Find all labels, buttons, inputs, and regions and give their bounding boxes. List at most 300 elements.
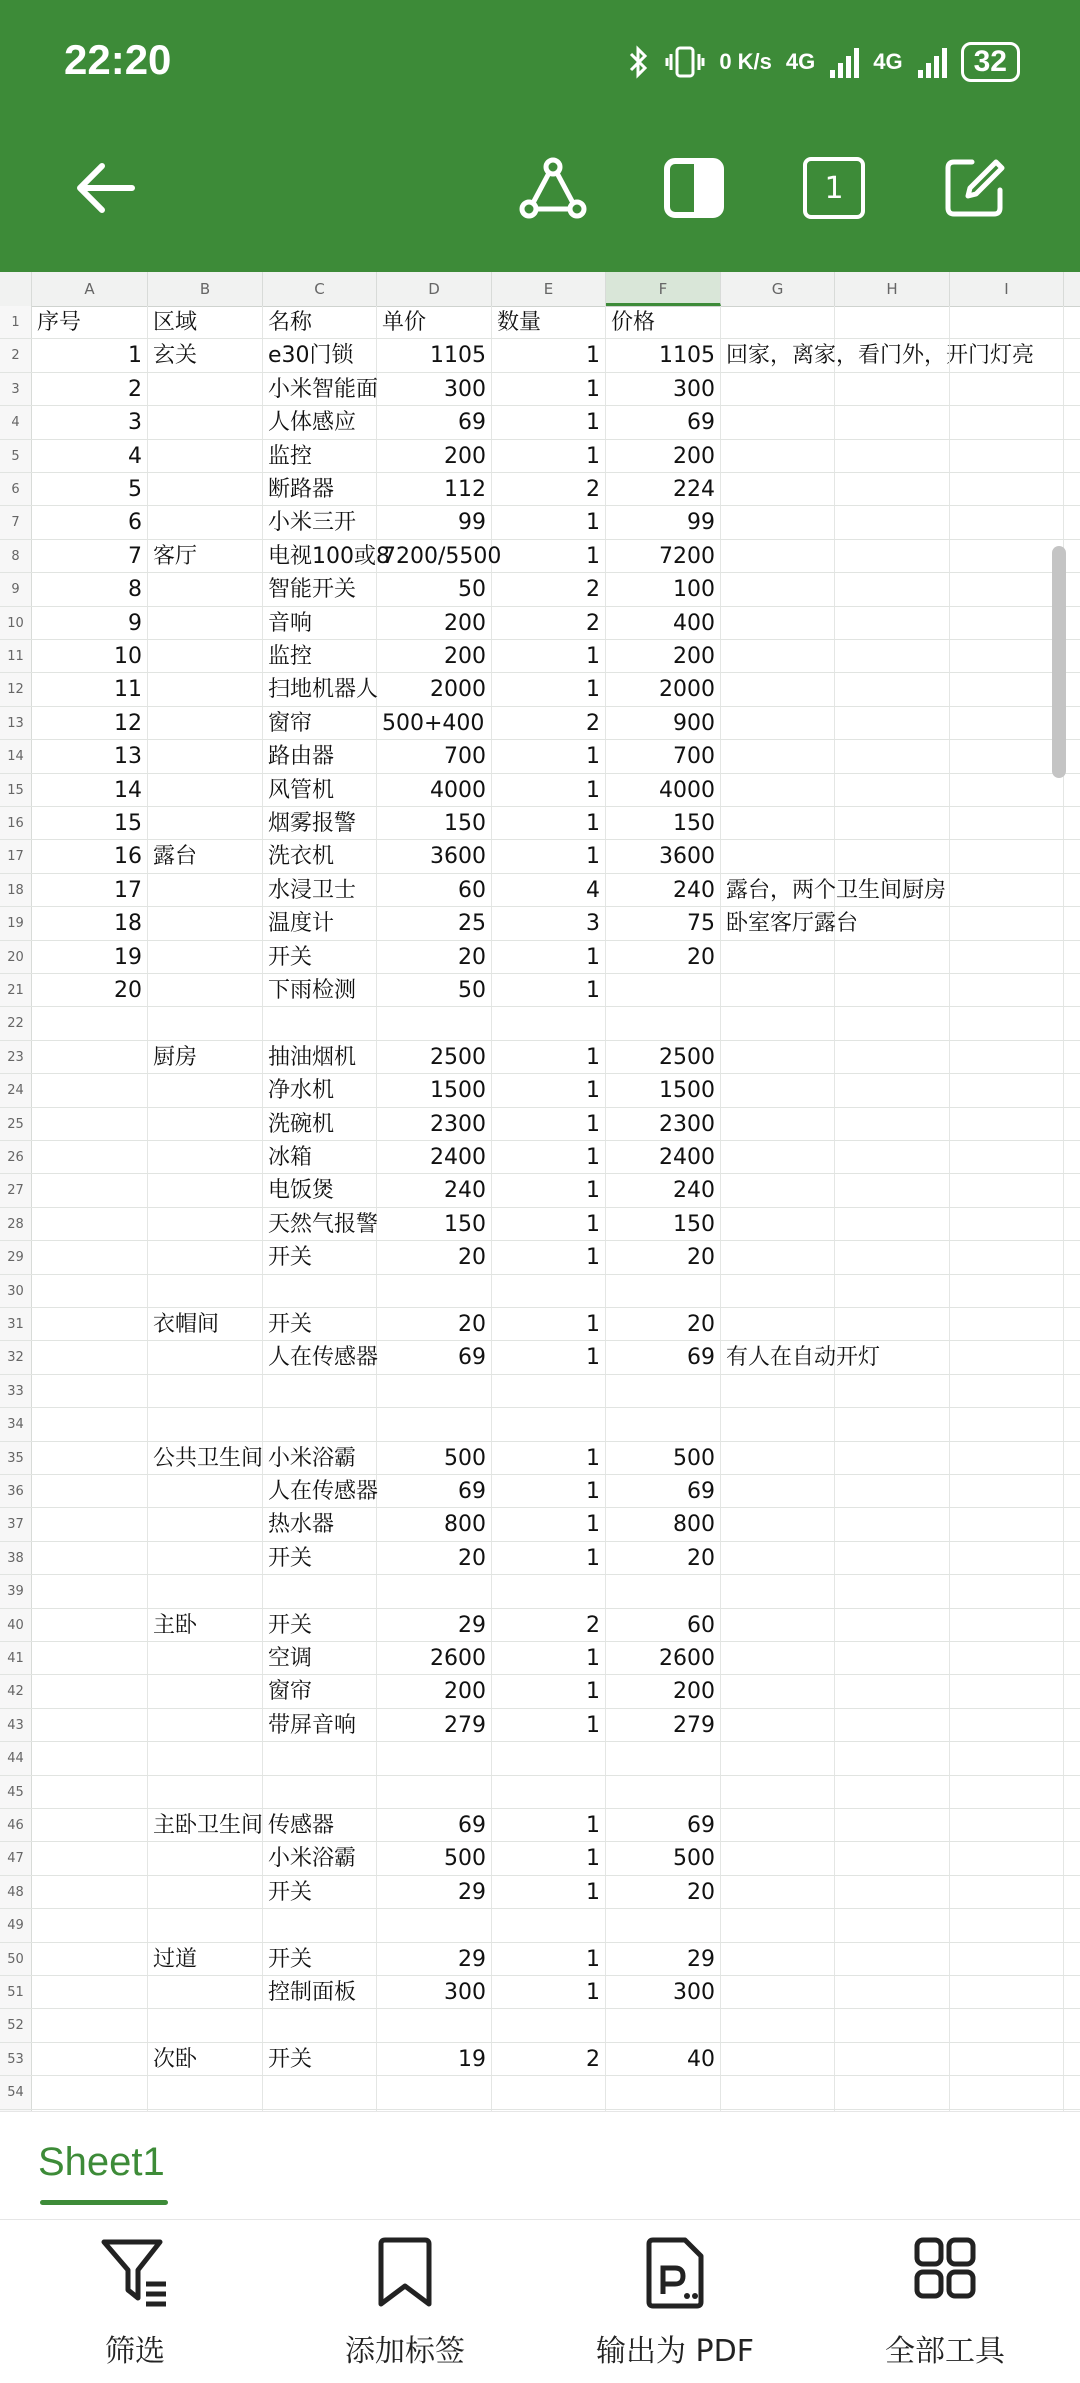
cell-i35[interactable] <box>950 1442 1064 1474</box>
cell-e31[interactable]: 1 <box>492 1308 606 1340</box>
cell-i20[interactable] <box>950 941 1064 973</box>
cell-f18[interactable]: 240 <box>606 874 721 906</box>
cell-c42[interactable]: 窗帘 <box>263 1675 377 1707</box>
cell-c26[interactable]: 冰箱 <box>263 1141 377 1173</box>
cell-f28[interactable]: 150 <box>606 1208 721 1240</box>
cell-h18[interactable] <box>835 874 950 906</box>
cell-f9[interactable]: 100 <box>606 573 721 605</box>
cell-h7[interactable] <box>835 506 950 538</box>
cell-h16[interactable] <box>835 807 950 839</box>
cell-g18[interactable]: 露台，两个卫生间厨房 <box>721 874 835 906</box>
cell-g1[interactable] <box>721 306 835 338</box>
cell-f44[interactable] <box>606 1742 721 1774</box>
cell-f27[interactable]: 240 <box>606 1174 721 1206</box>
row-number[interactable]: 2 <box>0 339 32 371</box>
cell-c46[interactable]: 传感器 <box>263 1809 377 1841</box>
cell-e38[interactable]: 1 <box>492 1542 606 1574</box>
cell-e52[interactable] <box>492 2009 606 2041</box>
cell-b8[interactable]: 客厅 <box>148 540 263 572</box>
cell-i6[interactable] <box>950 473 1064 505</box>
cell-e7[interactable]: 1 <box>492 506 606 538</box>
export-pdf-button[interactable] <box>540 2220 810 2383</box>
cell-a11[interactable]: 10 <box>32 640 148 672</box>
cell-e35[interactable]: 1 <box>492 1442 606 1474</box>
cell-e44[interactable] <box>492 1742 606 1774</box>
cell-d45[interactable] <box>377 1776 492 1808</box>
cell-f54[interactable] <box>606 2076 721 2108</box>
cell-i18[interactable] <box>950 874 1064 906</box>
cell-a6[interactable]: 5 <box>32 473 148 505</box>
cell-i33[interactable] <box>950 1375 1064 1407</box>
cell-e12[interactable]: 1 <box>492 673 606 705</box>
cell-c7[interactable]: 小米三开 <box>263 506 377 538</box>
cell-d19[interactable]: 25 <box>377 907 492 939</box>
cell-c54[interactable] <box>263 2076 377 2108</box>
cell-b19[interactable] <box>148 907 263 939</box>
cell-g15[interactable] <box>721 774 835 806</box>
cell-g21[interactable] <box>721 974 835 1006</box>
cell-h1[interactable] <box>835 306 950 338</box>
cell-d28[interactable]: 150 <box>377 1208 492 1240</box>
cell-f51[interactable]: 300 <box>606 1976 721 2008</box>
row-number[interactable]: 38 <box>0 1542 32 1574</box>
cell-f15[interactable]: 4000 <box>606 774 721 806</box>
cell-g12[interactable] <box>721 673 835 705</box>
cell-a30[interactable] <box>32 1275 148 1307</box>
cell-d52[interactable] <box>377 2009 492 2041</box>
cell-a53[interactable] <box>32 2043 148 2075</box>
cell-g43[interactable] <box>721 1709 835 1741</box>
cell-f31[interactable]: 20 <box>606 1308 721 1340</box>
cell-i2[interactable] <box>950 339 1064 371</box>
cell-h3[interactable] <box>835 373 950 405</box>
cell-i37[interactable] <box>950 1508 1064 1540</box>
cell-e15[interactable]: 1 <box>492 774 606 806</box>
cell-e40[interactable]: 2 <box>492 1609 606 1641</box>
cell-e39[interactable] <box>492 1575 606 1607</box>
cell-e54[interactable] <box>492 2076 606 2108</box>
column-header-i[interactable]: I <box>950 272 1064 306</box>
cell-c12[interactable]: 扫地机器人 <box>263 673 377 705</box>
cell-b32[interactable] <box>148 1341 263 1373</box>
cell-b41[interactable] <box>148 1642 263 1674</box>
cell-c52[interactable] <box>263 2009 377 2041</box>
row-number[interactable]: 49 <box>0 1909 32 1941</box>
cell-c48[interactable]: 开关 <box>263 1876 377 1908</box>
row-number[interactable]: 42 <box>0 1675 32 1707</box>
cell-h30[interactable] <box>835 1275 950 1307</box>
cell-d54[interactable] <box>377 2076 492 2108</box>
cell-c19[interactable]: 温度计 <box>263 907 377 939</box>
share-button[interactable] <box>512 148 592 228</box>
cell-e14[interactable]: 1 <box>492 740 606 772</box>
cell-f24[interactable]: 1500 <box>606 1074 721 1106</box>
cell-c43[interactable]: 带屏音响 <box>263 1709 377 1741</box>
cell-h14[interactable] <box>835 740 950 772</box>
layout-toggle-button[interactable] <box>654 148 734 228</box>
cell-e11[interactable]: 1 <box>492 640 606 672</box>
cell-f5[interactable]: 200 <box>606 440 721 472</box>
cell-d27[interactable]: 240 <box>377 1174 492 1206</box>
cell-i53[interactable] <box>950 2043 1064 2075</box>
cell-e22[interactable] <box>492 1007 606 1039</box>
cell-f48[interactable]: 20 <box>606 1876 721 1908</box>
cell-b18[interactable] <box>148 874 263 906</box>
cell-h32[interactable] <box>835 1341 950 1373</box>
cell-e17[interactable]: 1 <box>492 840 606 872</box>
vertical-scrollbar[interactable] <box>1052 546 1066 778</box>
cell-e13[interactable]: 2 <box>492 707 606 739</box>
row-number[interactable]: 41 <box>0 1642 32 1674</box>
cell-h51[interactable] <box>835 1976 950 2008</box>
cell-f6[interactable]: 224 <box>606 473 721 505</box>
cell-f22[interactable] <box>606 1007 721 1039</box>
cell-b43[interactable] <box>148 1709 263 1741</box>
cell-b38[interactable] <box>148 1542 263 1574</box>
cell-b53[interactable]: 次卧 <box>148 2043 263 2075</box>
cell-b54[interactable] <box>148 2076 263 2108</box>
cell-b36[interactable] <box>148 1475 263 1507</box>
cell-f52[interactable] <box>606 2009 721 2041</box>
cell-i48[interactable] <box>950 1876 1064 1908</box>
cell-c31[interactable]: 开关 <box>263 1308 377 1340</box>
row-number[interactable]: 37 <box>0 1508 32 1540</box>
cell-a19[interactable]: 18 <box>32 907 148 939</box>
cell-h33[interactable] <box>835 1375 950 1407</box>
cell-f7[interactable]: 99 <box>606 506 721 538</box>
cell-b20[interactable] <box>148 941 263 973</box>
page-count-button[interactable] <box>794 148 874 228</box>
cell-a31[interactable] <box>32 1308 148 1340</box>
cell-f47[interactable]: 500 <box>606 1842 721 1874</box>
cell-h13[interactable] <box>835 707 950 739</box>
cell-g7[interactable] <box>721 506 835 538</box>
cell-h50[interactable] <box>835 1943 950 1975</box>
cell-i9[interactable] <box>950 573 1064 605</box>
cell-f39[interactable] <box>606 1575 721 1607</box>
cell-g51[interactable] <box>721 1976 835 2008</box>
cell-d48[interactable]: 29 <box>377 1876 492 1908</box>
cell-d4[interactable]: 69 <box>377 406 492 438</box>
cell-c18[interactable]: 水浸卫士 <box>263 874 377 906</box>
cell-i24[interactable] <box>950 1074 1064 1106</box>
cell-e36[interactable]: 1 <box>492 1475 606 1507</box>
cell-c23[interactable]: 抽油烟机 <box>263 1041 377 1073</box>
cell-g32[interactable]: 有人在自动开灯 <box>721 1341 835 1373</box>
cell-f10[interactable]: 400 <box>606 607 721 639</box>
cell-d23[interactable]: 2500 <box>377 1041 492 1073</box>
cell-d53[interactable]: 19 <box>377 2043 492 2075</box>
cell-e9[interactable]: 2 <box>492 573 606 605</box>
cell-d7[interactable]: 99 <box>377 506 492 538</box>
cell-a40[interactable] <box>32 1609 148 1641</box>
cell-e34[interactable] <box>492 1408 606 1440</box>
cell-i3[interactable] <box>950 373 1064 405</box>
cell-h37[interactable] <box>835 1508 950 1540</box>
cell-i29[interactable] <box>950 1241 1064 1273</box>
cell-c44[interactable] <box>263 1742 377 1774</box>
cell-i31[interactable] <box>950 1308 1064 1340</box>
cell-f23[interactable]: 2500 <box>606 1041 721 1073</box>
cell-g25[interactable] <box>721 1108 835 1140</box>
cell-e3[interactable]: 1 <box>492 373 606 405</box>
cell-a10[interactable]: 9 <box>32 607 148 639</box>
cell-h35[interactable] <box>835 1442 950 1474</box>
cell-g3[interactable] <box>721 373 835 405</box>
cell-i38[interactable] <box>950 1542 1064 1574</box>
cell-f38[interactable]: 20 <box>606 1542 721 1574</box>
row-number[interactable]: 10 <box>0 607 32 639</box>
cell-i40[interactable] <box>950 1609 1064 1641</box>
row-number[interactable]: 13 <box>0 707 32 739</box>
cell-a21[interactable]: 20 <box>32 974 148 1006</box>
cell-i42[interactable] <box>950 1675 1064 1707</box>
cell-b3[interactable] <box>148 373 263 405</box>
cell-a15[interactable]: 14 <box>32 774 148 806</box>
cell-e5[interactable]: 1 <box>492 440 606 472</box>
cell-e26[interactable]: 1 <box>492 1141 606 1173</box>
cell-g40[interactable] <box>721 1609 835 1641</box>
cell-i46[interactable] <box>950 1809 1064 1841</box>
cell-h25[interactable] <box>835 1108 950 1140</box>
row-number[interactable]: 15 <box>0 774 32 806</box>
cell-b37[interactable] <box>148 1508 263 1540</box>
row-number[interactable]: 52 <box>0 2009 32 2041</box>
row-number[interactable]: 53 <box>0 2043 32 2075</box>
cell-g19[interactable]: 卧室客厅露台 <box>721 907 835 939</box>
cell-g30[interactable] <box>721 1275 835 1307</box>
row-number[interactable]: 31 <box>0 1308 32 1340</box>
cell-i52[interactable] <box>950 2009 1064 2041</box>
cell-h22[interactable] <box>835 1007 950 1039</box>
cell-b46[interactable]: 主卧卫生间 <box>148 1809 263 1841</box>
cell-c16[interactable]: 烟雾报警 <box>263 807 377 839</box>
cell-g22[interactable] <box>721 1007 835 1039</box>
row-number[interactable]: 18 <box>0 874 32 906</box>
cell-c3[interactable]: 小米智能面 <box>263 373 377 405</box>
cell-a33[interactable] <box>32 1375 148 1407</box>
cell-h28[interactable] <box>835 1208 950 1240</box>
cell-g50[interactable] <box>721 1943 835 1975</box>
cell-h53[interactable] <box>835 2043 950 2075</box>
cell-e41[interactable]: 1 <box>492 1642 606 1674</box>
cell-a36[interactable] <box>32 1475 148 1507</box>
cell-a37[interactable] <box>32 1508 148 1540</box>
cell-d21[interactable]: 50 <box>377 974 492 1006</box>
cell-e46[interactable]: 1 <box>492 1809 606 1841</box>
cell-f19[interactable]: 75 <box>606 907 721 939</box>
cell-g4[interactable] <box>721 406 835 438</box>
cell-f37[interactable]: 800 <box>606 1508 721 1540</box>
cell-b24[interactable] <box>148 1074 263 1106</box>
cell-g41[interactable] <box>721 1642 835 1674</box>
row-number[interactable]: 7 <box>0 506 32 538</box>
cell-c53[interactable]: 开关 <box>263 2043 377 2075</box>
cell-f33[interactable] <box>606 1375 721 1407</box>
cell-c49[interactable] <box>263 1909 377 1941</box>
cell-f53[interactable]: 40 <box>606 2043 721 2075</box>
cell-g42[interactable] <box>721 1675 835 1707</box>
row-number[interactable]: 45 <box>0 1776 32 1808</box>
cell-c6[interactable]: 断路器 <box>263 473 377 505</box>
cell-e27[interactable]: 1 <box>492 1174 606 1206</box>
cell-d31[interactable]: 20 <box>377 1308 492 1340</box>
cell-a52[interactable] <box>32 2009 148 2041</box>
cell-g47[interactable] <box>721 1842 835 1874</box>
cell-g23[interactable] <box>721 1041 835 1073</box>
cell-b9[interactable] <box>148 573 263 605</box>
cell-f45[interactable] <box>606 1776 721 1808</box>
add-bookmark-button[interactable] <box>270 2220 540 2383</box>
cell-d36[interactable]: 69 <box>377 1475 492 1507</box>
cell-d14[interactable]: 700 <box>377 740 492 772</box>
spreadsheet-grid[interactable] <box>0 272 1080 2111</box>
cell-a16[interactable]: 15 <box>32 807 148 839</box>
cell-b44[interactable] <box>148 1742 263 1774</box>
all-tools-button[interactable] <box>810 2220 1080 2383</box>
cell-d18[interactable]: 60 <box>377 874 492 906</box>
cell-b6[interactable] <box>148 473 263 505</box>
row-number[interactable]: 24 <box>0 1074 32 1106</box>
cell-h9[interactable] <box>835 573 950 605</box>
cell-a48[interactable] <box>32 1876 148 1908</box>
cell-i47[interactable] <box>950 1842 1064 1874</box>
cell-a26[interactable] <box>32 1141 148 1173</box>
row-number[interactable]: 48 <box>0 1876 32 1908</box>
cell-g31[interactable] <box>721 1308 835 1340</box>
cell-g20[interactable] <box>721 941 835 973</box>
cell-d17[interactable]: 3600 <box>377 840 492 872</box>
cell-b5[interactable] <box>148 440 263 472</box>
cell-h34[interactable] <box>835 1408 950 1440</box>
cell-i25[interactable] <box>950 1108 1064 1140</box>
cell-g34[interactable] <box>721 1408 835 1440</box>
cell-h21[interactable] <box>835 974 950 1006</box>
cell-i22[interactable] <box>950 1007 1064 1039</box>
cell-a14[interactable]: 13 <box>32 740 148 772</box>
cell-g5[interactable] <box>721 440 835 472</box>
cell-c4[interactable]: 人体感应 <box>263 406 377 438</box>
cell-f42[interactable]: 200 <box>606 1675 721 1707</box>
cell-h49[interactable] <box>835 1909 950 1941</box>
cell-a35[interactable] <box>32 1442 148 1474</box>
cell-a24[interactable] <box>32 1074 148 1106</box>
cell-f8[interactable]: 7200 <box>606 540 721 572</box>
cell-c8[interactable]: 电视100或8 <box>263 540 377 572</box>
cell-a13[interactable]: 12 <box>32 707 148 739</box>
cell-f17[interactable]: 3600 <box>606 840 721 872</box>
cell-f3[interactable]: 300 <box>606 373 721 405</box>
cell-b1[interactable]: 区域 <box>148 306 263 338</box>
row-number[interactable]: 9 <box>0 573 32 605</box>
row-number[interactable]: 8 <box>0 540 32 572</box>
row-number[interactable]: 43 <box>0 1709 32 1741</box>
cell-e8[interactable]: 1 <box>492 540 606 572</box>
cell-c13[interactable]: 窗帘 <box>263 707 377 739</box>
cell-b48[interactable] <box>148 1876 263 1908</box>
cell-g9[interactable] <box>721 573 835 605</box>
cell-b11[interactable] <box>148 640 263 672</box>
cell-h40[interactable] <box>835 1609 950 1641</box>
cell-f50[interactable]: 29 <box>606 1943 721 1975</box>
row-number[interactable]: 21 <box>0 974 32 1006</box>
cell-f16[interactable]: 150 <box>606 807 721 839</box>
column-header-g[interactable]: G <box>721 272 835 306</box>
cell-b31[interactable]: 衣帽间 <box>148 1308 263 1340</box>
cell-d37[interactable]: 800 <box>377 1508 492 1540</box>
cell-d8[interactable]: 7200/5500 <box>377 540 492 572</box>
cell-g10[interactable] <box>721 607 835 639</box>
cell-a5[interactable]: 4 <box>32 440 148 472</box>
cell-f34[interactable] <box>606 1408 721 1440</box>
cell-b51[interactable] <box>148 1976 263 2008</box>
cell-g38[interactable] <box>721 1542 835 1574</box>
cell-h15[interactable] <box>835 774 950 806</box>
cell-a34[interactable] <box>32 1408 148 1440</box>
cell-g39[interactable] <box>721 1575 835 1607</box>
cell-e47[interactable]: 1 <box>492 1842 606 1874</box>
row-number[interactable]: 6 <box>0 473 32 505</box>
cell-g29[interactable] <box>721 1241 835 1273</box>
cell-e1[interactable]: 数量 <box>492 306 606 338</box>
cell-a49[interactable] <box>32 1909 148 1941</box>
cell-c15[interactable]: 风管机 <box>263 774 377 806</box>
cell-a18[interactable]: 17 <box>32 874 148 906</box>
row-number[interactable]: 44 <box>0 1742 32 1774</box>
cell-a22[interactable] <box>32 1007 148 1039</box>
cell-g24[interactable] <box>721 1074 835 1106</box>
cell-i28[interactable] <box>950 1208 1064 1240</box>
cell-i8[interactable] <box>950 540 1064 572</box>
cell-c1[interactable]: 名称 <box>263 306 377 338</box>
cell-f1[interactable]: 价格 <box>606 306 721 338</box>
cell-b15[interactable] <box>148 774 263 806</box>
cell-c40[interactable]: 开关 <box>263 1609 377 1641</box>
cell-e21[interactable]: 1 <box>492 974 606 1006</box>
cell-h20[interactable] <box>835 941 950 973</box>
cell-a20[interactable]: 19 <box>32 941 148 973</box>
cell-c9[interactable]: 智能开关 <box>263 573 377 605</box>
cell-b10[interactable] <box>148 607 263 639</box>
cell-a7[interactable]: 6 <box>32 506 148 538</box>
cell-a32[interactable] <box>32 1341 148 1373</box>
cell-d39[interactable] <box>377 1575 492 1607</box>
cell-c14[interactable]: 路由器 <box>263 740 377 772</box>
cell-i10[interactable] <box>950 607 1064 639</box>
cell-e10[interactable]: 2 <box>492 607 606 639</box>
row-number[interactable]: 26 <box>0 1141 32 1173</box>
cell-a1[interactable]: 序号 <box>32 306 148 338</box>
cell-d6[interactable]: 112 <box>377 473 492 505</box>
cell-e50[interactable]: 1 <box>492 1943 606 1975</box>
cell-f11[interactable]: 200 <box>606 640 721 672</box>
cell-d15[interactable]: 4000 <box>377 774 492 806</box>
cell-e49[interactable] <box>492 1909 606 1941</box>
cell-e23[interactable]: 1 <box>492 1041 606 1073</box>
cell-d25[interactable]: 2300 <box>377 1108 492 1140</box>
cell-a17[interactable]: 16 <box>32 840 148 872</box>
cell-c32[interactable]: 人在传感器 <box>263 1341 377 1373</box>
cell-i34[interactable] <box>950 1408 1064 1440</box>
cell-h54[interactable] <box>835 2076 950 2108</box>
row-number[interactable]: 1 <box>0 306 32 338</box>
cell-h2[interactable] <box>835 339 950 371</box>
cell-f29[interactable]: 20 <box>606 1241 721 1273</box>
cell-d30[interactable] <box>377 1275 492 1307</box>
cell-f4[interactable]: 69 <box>606 406 721 438</box>
cell-i5[interactable] <box>950 440 1064 472</box>
column-header-b[interactable]: B <box>148 272 263 306</box>
